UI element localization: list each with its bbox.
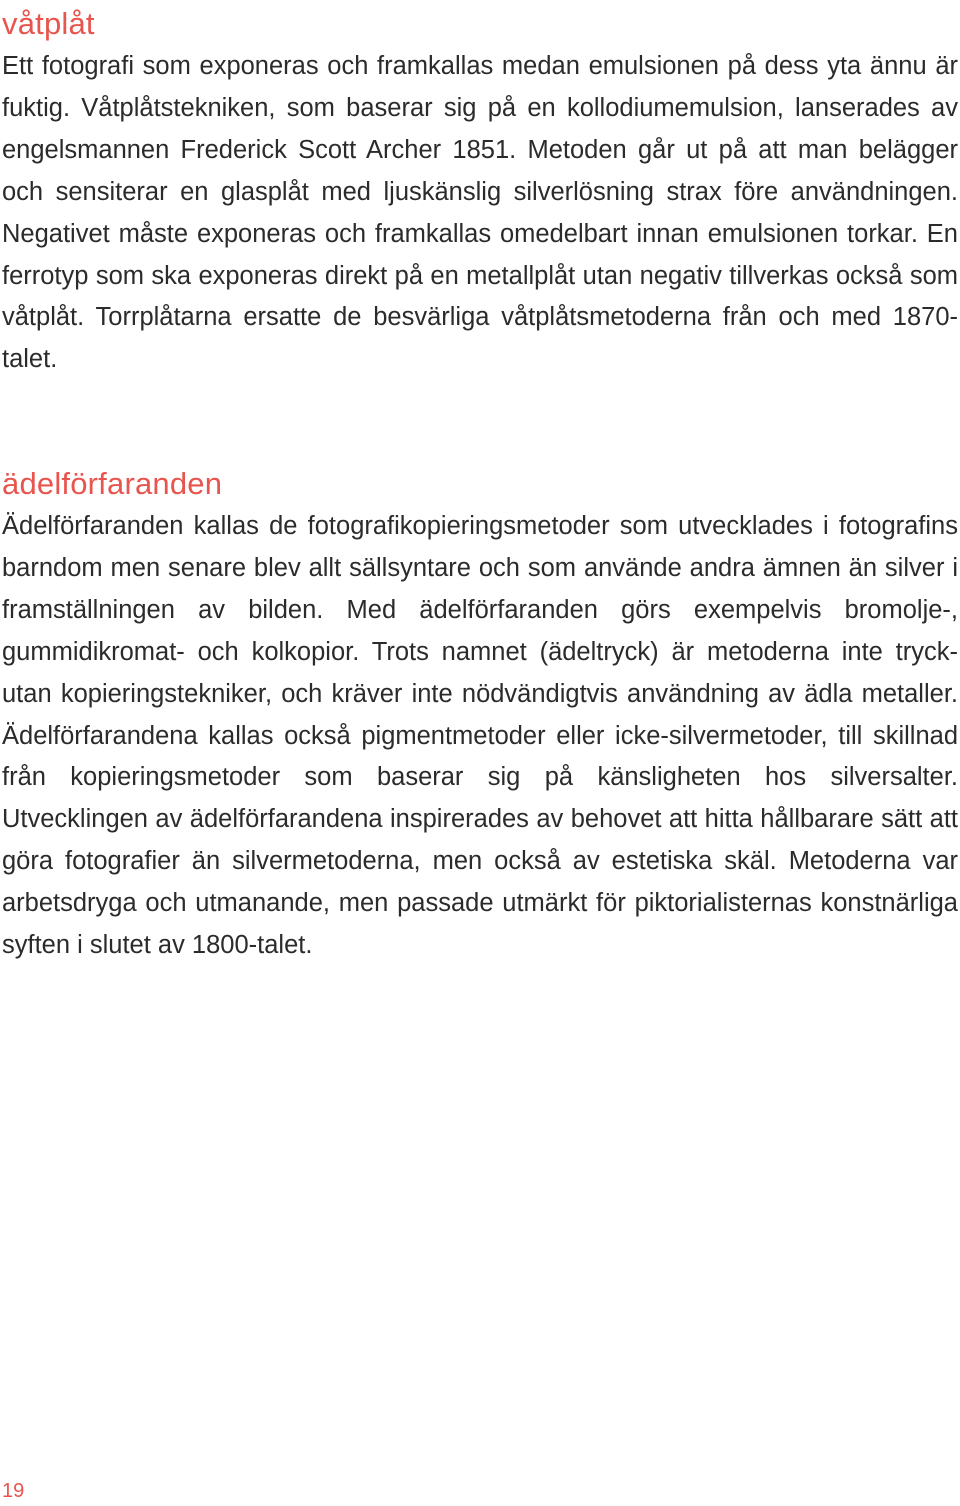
entry-body: Ett fotografi som exponeras och framkallas medan emulsionen på dess yta ännu är fuktig. Våtplåtstekniken, som baserar sig på en kollodiumemulsion, lanserades av engelsmannen Frederick Scott Archer 1851. Metoden går ut på att man belägger och sensiterar en glasplåt med ljuskänslig silverlösning strax före användningen. Negativet måste exponeras och framkallas omedelbart innan emulsionen torkar. En ferrotyp som ska exponeras direkt på en metallplåt utan negativ tillverkas också som våtplåt. Torrplåtarna ersatte de besvärliga våtplåtsmetoderna från och med 1870-talet. (2, 52, 958, 374)
page-number: 19 (2, 1480, 25, 1502)
entry-body: Ädelförfaranden kallas de fotografikopieringsmetoder som utvecklades i fotografins barndom men senare blev allt sällsyntare och som använde andra ämnen än silver i framställningen av bilden. Med ädelförfaranden görs exempelvis bromolje-, gummidikromat- och kolkopior. Trots namnet (ädeltryck) är metoderna inte tryck- utan kopieringstekniker, och kräver inte nödvändigtvis användning av ädla metaller. Ädelförfarandena kallas också pigmentmetoder eller icke-silvermetoder, till skillnad från kopieringsmetoder som baserar sig på känsligheten hos silversalter. Utvecklingen av ädelförfarandena inspirerades av behovet att hitta hållbarare sätt att göra fotografier än silvermetoderna, men också av estetiska skäl. Metoderna var arbetsdryga och utmanande, men passade utmärkt för piktorialisternas konstnärliga syften i slutet av 1800-talet. (2, 512, 958, 960)
glossary-entry-adelforfaranden (2, 462, 958, 967)
glossary-entry-vatplat (2, 2, 958, 381)
entry-heading: ädelförfaranden (2, 466, 223, 501)
entry-heading: våtplåt (2, 6, 95, 41)
